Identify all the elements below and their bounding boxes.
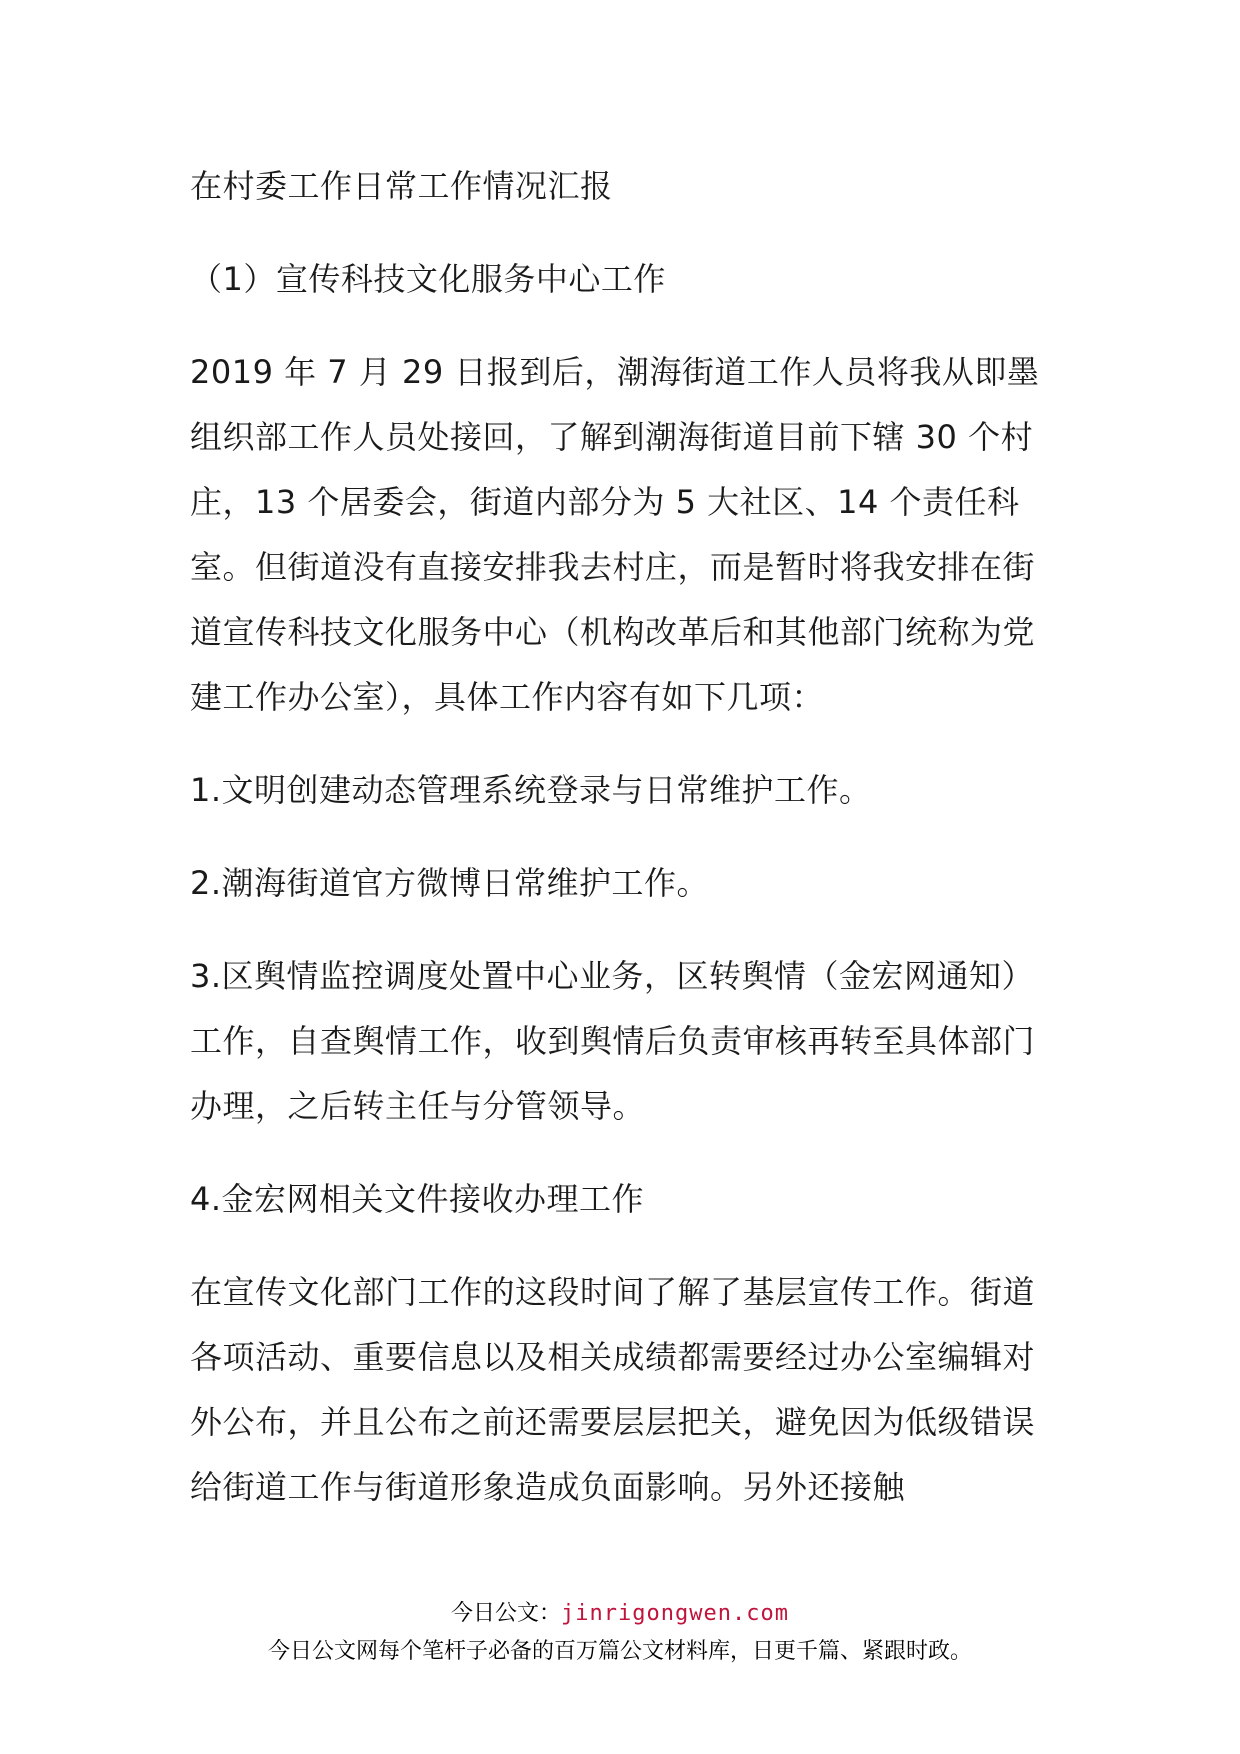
section-heading: （1）宣传科技文化服务中心工作 (190, 260, 666, 298)
footer-slogan: 今日公文网每个笔杆子必备的百万篇公文材料库，日更千篇、紧跟时政。 (267, 1639, 972, 1664)
intro-paragraph: 2019 年 7 月 29 日报到后，潮海街道工作人员将我从即墨组织部工作人员处接回，了解到潮海街道目前下辖 30 个村庄，13 个居委会，街道内部分为 5 大社区、14 个责任科室。但街道没有直接安排我去村庄，而是暂时将我安排在街道宣传科技文化服务中心（机构改革后和其他部门统称为党建工作办公室），具体工作内容有如下几项： (190, 353, 1040, 716)
list-item: 1.文明创建动态管理系统登录与日常维护工作。 (190, 771, 872, 809)
footer-source (0, 1596, 1240, 1627)
list-item: 3.区舆情监控调度处置中心业务，区转舆情（金宏网通知）工作，自查舆情工作，收到舆情后负责审核再转至具体部门办理，之后转主任与分管领导。 (190, 957, 1036, 1125)
list-item: 2.潮海街道官方微博日常维护工作。 (190, 864, 710, 902)
footer-label: 今日公文： (451, 1601, 562, 1626)
list-item: 4.金宏网相关文件接收办理工作 (190, 1180, 645, 1218)
document-title: 在村委工作日常工作情况汇报 (190, 167, 613, 205)
footer-url-link[interactable]: jinrigongwen.com (561, 1601, 789, 1626)
document-body (190, 154, 1062, 1520)
summary-paragraph: 在宣传文化部门工作的这段时间了解了基层宣传工作。街道各项活动、重要信息以及相关成绩都需要经过办公室编辑对外公布，并且公布之前还需要层层把关，避免因为低级错误给街道工作与街道形象造成负面影响。另外还接触 (190, 1273, 1036, 1506)
